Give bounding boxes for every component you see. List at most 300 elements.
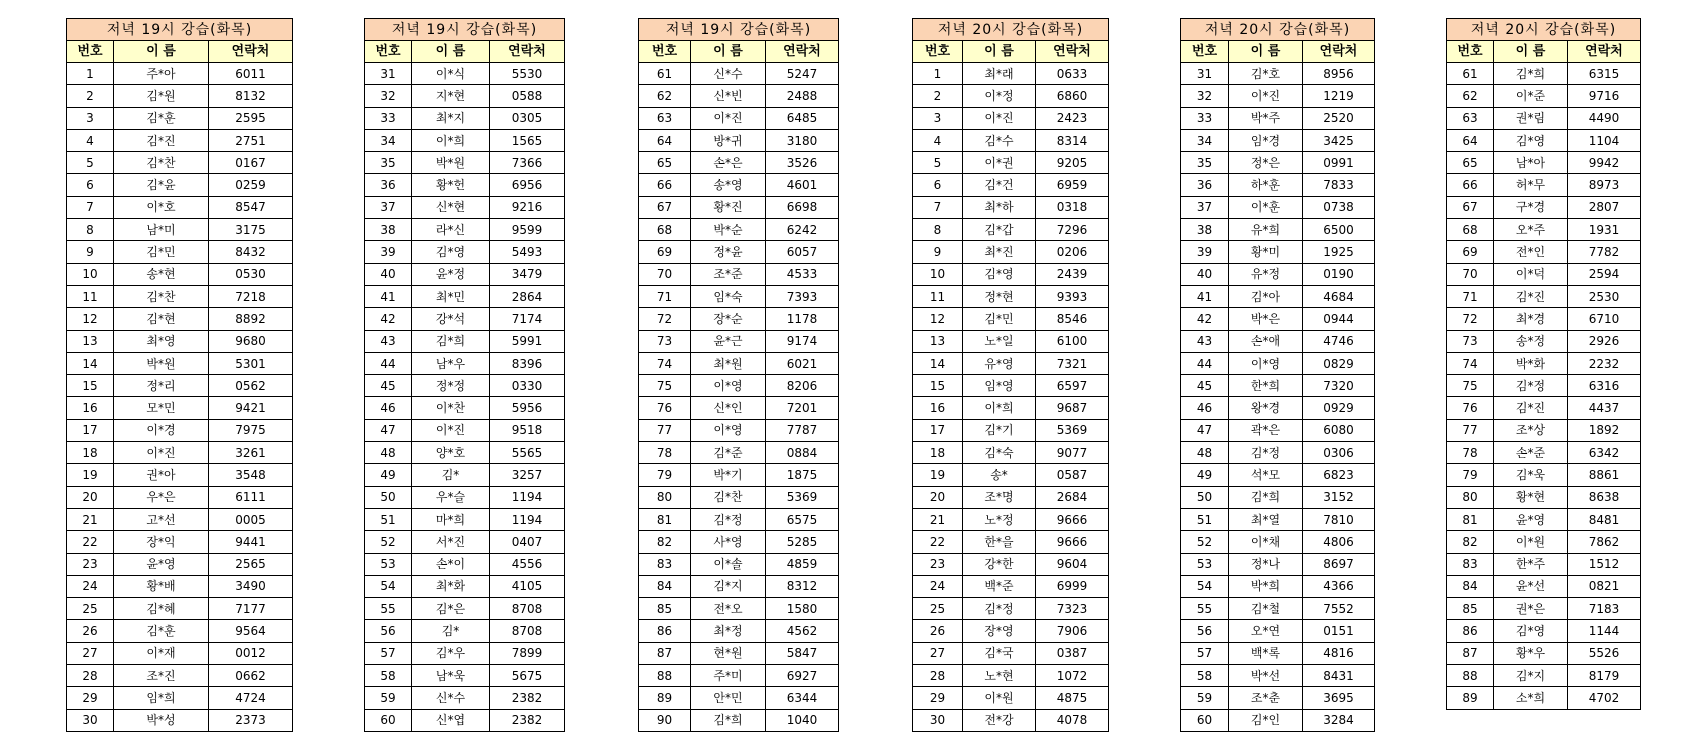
column-header-name: 이 름 bbox=[412, 41, 490, 63]
cell-contact: 0305 bbox=[490, 107, 565, 129]
table-row bbox=[365, 464, 565, 486]
cell-number: 9 bbox=[913, 241, 963, 263]
column-header-contact: 연락처 bbox=[1568, 41, 1641, 63]
cell-number: 51 bbox=[365, 508, 412, 530]
cell-name: 마*희 bbox=[412, 508, 490, 530]
cell-contact: 1040 bbox=[766, 709, 839, 731]
cell-number: 7 bbox=[67, 196, 114, 218]
cell-number: 11 bbox=[913, 285, 963, 307]
cell-contact: 9666 bbox=[1036, 531, 1109, 553]
cell-number: 53 bbox=[365, 553, 412, 575]
cell-contact: 3548 bbox=[209, 464, 293, 486]
cell-name: 김*혜 bbox=[114, 598, 209, 620]
cell-name: 김*지 bbox=[1494, 665, 1568, 687]
table-title: 저녁 20시 강습(화목) bbox=[1447, 19, 1641, 41]
table-row bbox=[913, 375, 1109, 397]
table-title: 저녁 20시 강습(화목) bbox=[1181, 19, 1375, 41]
cell-contact: 6021 bbox=[766, 352, 839, 374]
cell-name: 임*경 bbox=[1229, 129, 1303, 151]
table-row bbox=[365, 709, 565, 731]
cell-number: 4 bbox=[67, 129, 114, 151]
table-row bbox=[365, 642, 565, 664]
cell-contact: 9716 bbox=[1568, 85, 1641, 107]
cell-number: 82 bbox=[1447, 531, 1494, 553]
cell-contact: 8132 bbox=[209, 85, 293, 107]
table-row bbox=[365, 553, 565, 575]
cell-contact: 5301 bbox=[209, 352, 293, 374]
cell-number: 58 bbox=[365, 665, 412, 687]
table-row bbox=[639, 174, 839, 196]
column-header-contact: 연락처 bbox=[766, 41, 839, 63]
cell-name: 송*영 bbox=[691, 174, 766, 196]
table-row bbox=[365, 107, 565, 129]
table-row bbox=[1181, 107, 1375, 129]
cell-name: 김*훈 bbox=[114, 620, 209, 642]
cell-contact: 2565 bbox=[209, 553, 293, 575]
table-row bbox=[1181, 642, 1375, 664]
cell-name: 최*진 bbox=[963, 241, 1036, 263]
table-row bbox=[639, 531, 839, 553]
cell-number: 55 bbox=[365, 598, 412, 620]
cell-number: 43 bbox=[365, 330, 412, 352]
cell-contact: 2520 bbox=[1303, 107, 1375, 129]
cell-contact: 0829 bbox=[1303, 352, 1375, 374]
cell-number: 10 bbox=[67, 263, 114, 285]
cell-name: 이*진 bbox=[691, 107, 766, 129]
cell-contact: 9174 bbox=[766, 330, 839, 352]
cell-contact: 2382 bbox=[490, 687, 565, 709]
table-row bbox=[639, 63, 839, 85]
cell-number: 64 bbox=[639, 129, 691, 151]
cell-number: 14 bbox=[67, 352, 114, 374]
cell-name: 이*원 bbox=[1494, 531, 1568, 553]
cell-contact: 8973 bbox=[1568, 174, 1641, 196]
cell-name: 김*찬 bbox=[691, 486, 766, 508]
cell-contact: 7810 bbox=[1303, 508, 1375, 530]
cell-name: 김*호 bbox=[1229, 63, 1303, 85]
table-row bbox=[1447, 464, 1641, 486]
cell-contact: 6316 bbox=[1568, 375, 1641, 397]
cell-name: 정*리 bbox=[114, 375, 209, 397]
cell-contact: 4724 bbox=[209, 687, 293, 709]
cell-name: 오*주 bbox=[1494, 219, 1568, 241]
table-row bbox=[365, 665, 565, 687]
cell-contact: 0387 bbox=[1036, 642, 1109, 664]
cell-name: 윤*영 bbox=[1494, 508, 1568, 530]
table-row bbox=[365, 486, 565, 508]
table-row bbox=[1447, 419, 1641, 441]
table-row bbox=[1447, 486, 1641, 508]
table-row bbox=[639, 620, 839, 642]
cell-contact: 6315 bbox=[1568, 63, 1641, 85]
table-row bbox=[1447, 397, 1641, 419]
cell-number: 52 bbox=[365, 531, 412, 553]
cell-contact: 0005 bbox=[209, 508, 293, 530]
table-row bbox=[1181, 285, 1375, 307]
cell-number: 84 bbox=[1447, 575, 1494, 597]
cell-contact: 5956 bbox=[490, 397, 565, 419]
cell-number: 63 bbox=[639, 107, 691, 129]
table-row bbox=[639, 330, 839, 352]
cell-name: 손*준 bbox=[1494, 442, 1568, 464]
cell-number: 13 bbox=[913, 330, 963, 352]
cell-number: 6 bbox=[913, 174, 963, 196]
cell-number: 3 bbox=[913, 107, 963, 129]
cell-contact: 2594 bbox=[1568, 263, 1641, 285]
cell-number: 35 bbox=[1181, 152, 1229, 174]
table-row bbox=[365, 174, 565, 196]
table-row bbox=[913, 352, 1109, 374]
cell-name: 김*아 bbox=[1229, 285, 1303, 307]
cell-contact: 7183 bbox=[1568, 598, 1641, 620]
table-row bbox=[67, 709, 293, 731]
cell-name: 박*선 bbox=[1229, 665, 1303, 687]
cell-number: 38 bbox=[365, 219, 412, 241]
table-row bbox=[1447, 219, 1641, 241]
cell-contact: 5530 bbox=[490, 63, 565, 85]
cell-name: 유*영 bbox=[963, 352, 1036, 374]
cell-contact: 7393 bbox=[766, 285, 839, 307]
cell-name: 김*희 bbox=[1494, 63, 1568, 85]
cell-number: 32 bbox=[365, 85, 412, 107]
cell-contact: 6860 bbox=[1036, 85, 1109, 107]
cell-number: 10 bbox=[913, 263, 963, 285]
cell-number: 53 bbox=[1181, 553, 1229, 575]
cell-contact: 2751 bbox=[209, 129, 293, 151]
cell-number: 37 bbox=[1181, 196, 1229, 218]
cell-name: 김*희 bbox=[1229, 486, 1303, 508]
cell-name: 박*주 bbox=[1229, 107, 1303, 129]
cell-number: 24 bbox=[67, 575, 114, 597]
cell-name: 신*수 bbox=[691, 63, 766, 85]
cell-contact: 4437 bbox=[1568, 397, 1641, 419]
cell-contact: 8314 bbox=[1036, 129, 1109, 151]
cell-number: 27 bbox=[913, 642, 963, 664]
cell-name: 현*원 bbox=[691, 642, 766, 664]
table-row bbox=[1447, 553, 1641, 575]
table-row bbox=[639, 575, 839, 597]
cell-number: 24 bbox=[913, 575, 963, 597]
table-row bbox=[67, 531, 293, 553]
cell-name: 이*영 bbox=[691, 375, 766, 397]
cell-contact: 3490 bbox=[209, 575, 293, 597]
cell-name: 최*래 bbox=[963, 63, 1036, 85]
table-row bbox=[639, 464, 839, 486]
cell-name: 김*찬 bbox=[114, 152, 209, 174]
cell-name: 주*미 bbox=[691, 665, 766, 687]
table-row bbox=[639, 486, 839, 508]
cell-name: 전*강 bbox=[963, 709, 1036, 731]
cell-name: 정*나 bbox=[1229, 553, 1303, 575]
table-row bbox=[1181, 308, 1375, 330]
cell-contact: 2439 bbox=[1036, 263, 1109, 285]
cell-name: 황*우 bbox=[1494, 642, 1568, 664]
cell-number: 76 bbox=[1447, 397, 1494, 419]
table-row bbox=[67, 63, 293, 85]
cell-contact: 4105 bbox=[490, 575, 565, 597]
cell-number: 75 bbox=[639, 375, 691, 397]
table-row bbox=[639, 85, 839, 107]
cell-number: 8 bbox=[913, 219, 963, 241]
table-row bbox=[913, 553, 1109, 575]
cell-name: 신*빈 bbox=[691, 85, 766, 107]
cell-contact: 0259 bbox=[209, 174, 293, 196]
cell-contact: 7862 bbox=[1568, 531, 1641, 553]
table-row bbox=[67, 575, 293, 597]
roster-table-4 bbox=[912, 18, 1109, 732]
cell-number: 69 bbox=[1447, 241, 1494, 263]
cell-name: 지*현 bbox=[412, 85, 490, 107]
column-header-contact: 연락처 bbox=[490, 41, 565, 63]
table-row bbox=[67, 665, 293, 687]
cell-name: 조*명 bbox=[963, 486, 1036, 508]
cell-contact: 6710 bbox=[1568, 308, 1641, 330]
table-row bbox=[913, 508, 1109, 530]
cell-name: 소*희 bbox=[1494, 687, 1568, 709]
cell-name: 이*경 bbox=[114, 419, 209, 441]
cell-contact: 1194 bbox=[490, 508, 565, 530]
cell-name: 김*민 bbox=[963, 308, 1036, 330]
cell-number: 85 bbox=[639, 598, 691, 620]
cell-name: 송*현 bbox=[114, 263, 209, 285]
cell-contact: 2530 bbox=[1568, 285, 1641, 307]
table-row bbox=[639, 107, 839, 129]
cell-contact: 8481 bbox=[1568, 508, 1641, 530]
cell-contact: 2488 bbox=[766, 85, 839, 107]
cell-number: 78 bbox=[1447, 442, 1494, 464]
cell-contact: 6100 bbox=[1036, 330, 1109, 352]
cell-number: 40 bbox=[1181, 263, 1229, 285]
cell-number: 71 bbox=[1447, 285, 1494, 307]
cell-contact: 7177 bbox=[209, 598, 293, 620]
cell-name: 노*현 bbox=[963, 665, 1036, 687]
table-row bbox=[365, 285, 565, 307]
cell-name: 전*오 bbox=[691, 598, 766, 620]
table-row bbox=[67, 419, 293, 441]
cell-name: 이*진 bbox=[963, 107, 1036, 129]
cell-name: 이*원 bbox=[963, 687, 1036, 709]
cell-name: 최*화 bbox=[412, 575, 490, 597]
cell-name: 유*희 bbox=[1229, 219, 1303, 241]
cell-name: 김*정 bbox=[1494, 375, 1568, 397]
cell-name: 이*권 bbox=[963, 152, 1036, 174]
table-row bbox=[1447, 196, 1641, 218]
cell-number: 19 bbox=[67, 464, 114, 486]
cell-contact: 0588 bbox=[490, 85, 565, 107]
table-row bbox=[1181, 375, 1375, 397]
cell-name: 구*경 bbox=[1494, 196, 1568, 218]
cell-name: 허*무 bbox=[1494, 174, 1568, 196]
cell-contact: 0151 bbox=[1303, 620, 1375, 642]
cell-name: 안*민 bbox=[691, 687, 766, 709]
cell-number: 19 bbox=[913, 464, 963, 486]
cell-number: 56 bbox=[365, 620, 412, 642]
cell-number: 88 bbox=[639, 665, 691, 687]
cell-name: 한*을 bbox=[963, 531, 1036, 553]
cell-number: 56 bbox=[1181, 620, 1229, 642]
table-row bbox=[639, 598, 839, 620]
cell-contact: 3175 bbox=[209, 219, 293, 241]
cell-name: 백*준 bbox=[963, 575, 1036, 597]
table-row bbox=[365, 263, 565, 285]
cell-contact: 6575 bbox=[766, 508, 839, 530]
table-row bbox=[67, 442, 293, 464]
cell-number: 50 bbox=[365, 486, 412, 508]
cell-name: 윤*영 bbox=[114, 553, 209, 575]
cell-number: 34 bbox=[365, 129, 412, 151]
cell-contact: 6999 bbox=[1036, 575, 1109, 597]
cell-name: 서*진 bbox=[412, 531, 490, 553]
table-row bbox=[67, 375, 293, 397]
table-row bbox=[639, 219, 839, 241]
cell-number: 67 bbox=[1447, 196, 1494, 218]
cell-name: 강*석 bbox=[412, 308, 490, 330]
cell-number: 78 bbox=[639, 442, 691, 464]
cell-contact: 0587 bbox=[1036, 464, 1109, 486]
cell-contact: 3152 bbox=[1303, 486, 1375, 508]
table-row bbox=[67, 464, 293, 486]
cell-name: 이*솔 bbox=[691, 553, 766, 575]
column-header-number: 번호 bbox=[67, 41, 114, 63]
cell-contact: 7552 bbox=[1303, 598, 1375, 620]
cell-name: 노*정 bbox=[963, 508, 1036, 530]
cell-contact: 0530 bbox=[209, 263, 293, 285]
cell-name: 이*채 bbox=[1229, 531, 1303, 553]
table-row bbox=[639, 709, 839, 731]
cell-name: 최*하 bbox=[963, 196, 1036, 218]
cell-name: 김*찬 bbox=[114, 285, 209, 307]
cell-contact: 3425 bbox=[1303, 129, 1375, 151]
cell-contact: 2423 bbox=[1036, 107, 1109, 129]
cell-number: 74 bbox=[1447, 352, 1494, 374]
cell-contact: 8312 bbox=[766, 575, 839, 597]
table-row bbox=[913, 620, 1109, 642]
cell-name: 한*주 bbox=[1494, 553, 1568, 575]
cell-name: 이*진 bbox=[114, 442, 209, 464]
cell-contact: 1219 bbox=[1303, 85, 1375, 107]
table-row bbox=[913, 531, 1109, 553]
column-header-number: 번호 bbox=[913, 41, 963, 63]
table-row bbox=[365, 152, 565, 174]
cell-contact: 7906 bbox=[1036, 620, 1109, 642]
table-row bbox=[1181, 665, 1375, 687]
table-row bbox=[365, 620, 565, 642]
cell-contact: 2232 bbox=[1568, 352, 1641, 374]
cell-contact: 0821 bbox=[1568, 575, 1641, 597]
cell-name: 주*아 bbox=[114, 63, 209, 85]
table-row bbox=[913, 285, 1109, 307]
table-row bbox=[1447, 263, 1641, 285]
cell-contact: 0167 bbox=[209, 152, 293, 174]
table-row bbox=[639, 419, 839, 441]
cell-name: 신*수 bbox=[412, 687, 490, 709]
table-row bbox=[67, 486, 293, 508]
cell-number: 44 bbox=[365, 352, 412, 374]
cell-number: 41 bbox=[365, 285, 412, 307]
table-row bbox=[1447, 508, 1641, 530]
column-header-number: 번호 bbox=[1447, 41, 1494, 63]
cell-name: 김*영 bbox=[963, 263, 1036, 285]
cell-number: 54 bbox=[365, 575, 412, 597]
table-row bbox=[639, 352, 839, 374]
cell-name: 전*인 bbox=[1494, 241, 1568, 263]
cell-contact: 7201 bbox=[766, 397, 839, 419]
cell-contact: 0662 bbox=[209, 665, 293, 687]
cell-contact: 5675 bbox=[490, 665, 565, 687]
cell-name: 박*순 bbox=[691, 219, 766, 241]
cell-contact: 5565 bbox=[490, 442, 565, 464]
cell-number: 26 bbox=[67, 620, 114, 642]
table-row bbox=[1181, 174, 1375, 196]
cell-number: 5 bbox=[67, 152, 114, 174]
cell-contact: 8638 bbox=[1568, 486, 1641, 508]
table-row bbox=[1181, 442, 1375, 464]
table-row bbox=[365, 63, 565, 85]
cell-contact: 4746 bbox=[1303, 330, 1375, 352]
cell-name: 최*열 bbox=[1229, 508, 1303, 530]
table-row bbox=[1447, 152, 1641, 174]
cell-name: 신*현 bbox=[412, 196, 490, 218]
table-row bbox=[639, 241, 839, 263]
cell-name: 우*은 bbox=[114, 486, 209, 508]
cell-contact: 1194 bbox=[490, 486, 565, 508]
table-row bbox=[639, 642, 839, 664]
cell-name: 김*정 bbox=[1229, 442, 1303, 464]
cell-contact: 4702 bbox=[1568, 687, 1641, 709]
cell-number: 77 bbox=[1447, 419, 1494, 441]
table-row bbox=[365, 375, 565, 397]
cell-number: 25 bbox=[913, 598, 963, 620]
cell-contact: 6344 bbox=[766, 687, 839, 709]
table-row bbox=[365, 508, 565, 530]
cell-contact: 2373 bbox=[209, 709, 293, 731]
cell-number: 21 bbox=[913, 508, 963, 530]
cell-name: 김*현 bbox=[114, 308, 209, 330]
cell-name: 박*기 bbox=[691, 464, 766, 486]
table-row bbox=[1447, 531, 1641, 553]
cell-contact: 6959 bbox=[1036, 174, 1109, 196]
cell-name: 김*준 bbox=[691, 442, 766, 464]
cell-contact: 3284 bbox=[1303, 709, 1375, 731]
cell-number: 4 bbox=[913, 129, 963, 151]
cell-contact: 1565 bbox=[490, 129, 565, 151]
table-row bbox=[67, 107, 293, 129]
cell-name: 임*숙 bbox=[691, 285, 766, 307]
cell-contact: 4806 bbox=[1303, 531, 1375, 553]
cell-contact: 5991 bbox=[490, 330, 565, 352]
cell-contact: 1144 bbox=[1568, 620, 1641, 642]
cell-name: 김*영 bbox=[1494, 129, 1568, 151]
table-row bbox=[1447, 352, 1641, 374]
cell-name: 곽*은 bbox=[1229, 419, 1303, 441]
table-row bbox=[913, 196, 1109, 218]
cell-contact: 5285 bbox=[766, 531, 839, 553]
table-row bbox=[913, 174, 1109, 196]
cell-contact: 8861 bbox=[1568, 464, 1641, 486]
cell-name: 김*원 bbox=[114, 85, 209, 107]
table-row bbox=[913, 263, 1109, 285]
cell-contact: 0190 bbox=[1303, 263, 1375, 285]
cell-number: 68 bbox=[639, 219, 691, 241]
column-header-name: 이 름 bbox=[1494, 41, 1568, 63]
cell-number: 29 bbox=[913, 687, 963, 709]
table-row bbox=[67, 241, 293, 263]
cell-contact: 7323 bbox=[1036, 598, 1109, 620]
cell-number: 88 bbox=[1447, 665, 1494, 687]
table-row bbox=[365, 196, 565, 218]
table-row bbox=[1181, 263, 1375, 285]
table-row bbox=[639, 152, 839, 174]
